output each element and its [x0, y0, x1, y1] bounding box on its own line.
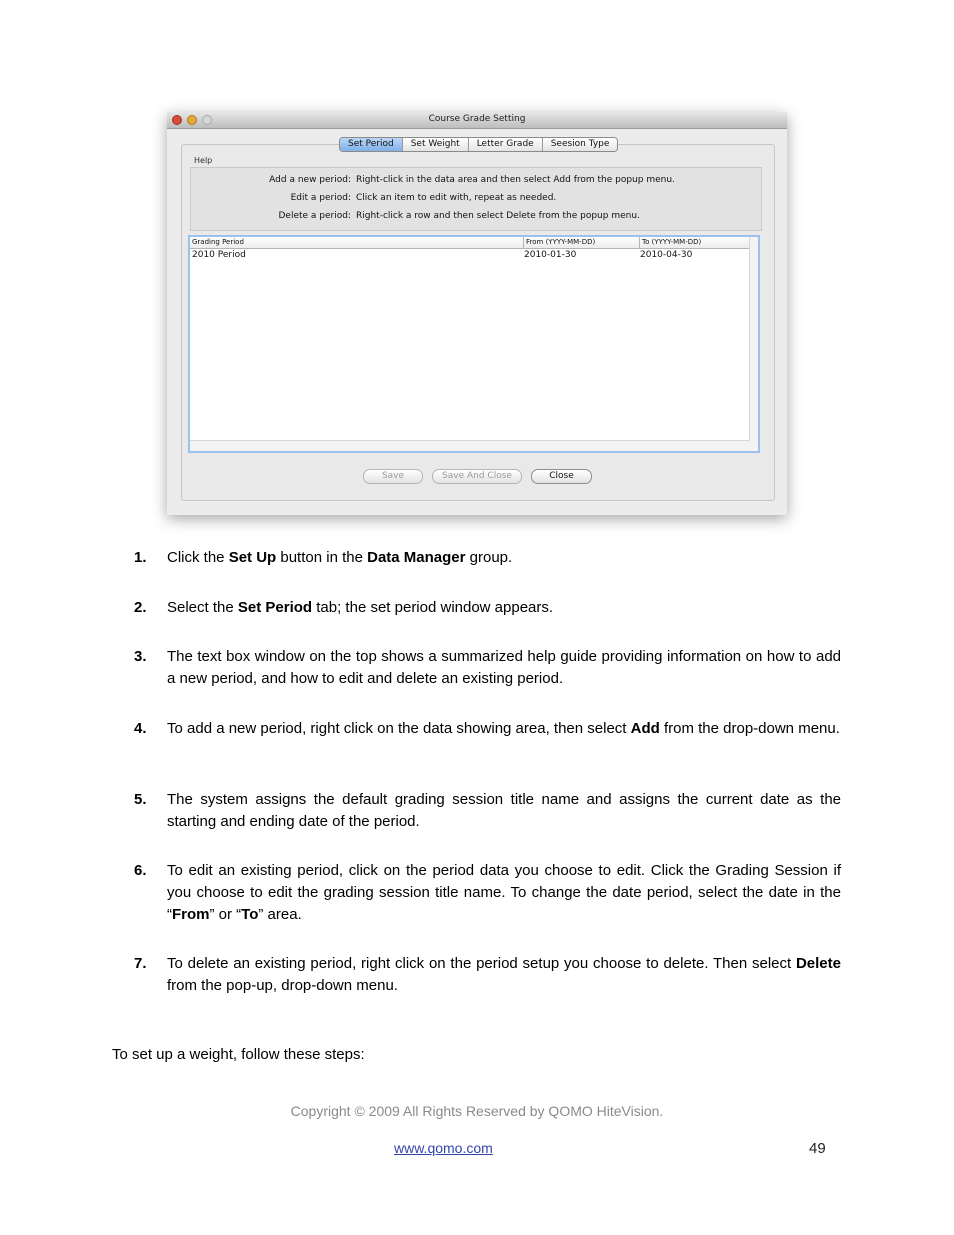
column-header-from[interactable]: From (YYYY-MM-DD) — [523, 237, 639, 248]
save-and-close-button[interactable]: Save And Close — [432, 469, 522, 484]
save-button[interactable]: Save — [363, 469, 423, 484]
help-value: Right-click a row and then select Delete from the popup menu. — [356, 211, 640, 221]
help-label: Help — [194, 156, 213, 165]
help-key: Edit a period: — [290, 193, 351, 203]
step-number: 6. — [134, 862, 147, 879]
step-text: To add a new period, right click on the data showing area, then select Add from the drop-down menu. — [167, 720, 840, 737]
help-key: Delete a period: — [278, 211, 351, 221]
period-table[interactable] — [188, 235, 760, 453]
help-value: Right-click in the data area and then select Add from the popup menu. — [356, 175, 675, 185]
course-grade-setting-window — [167, 112, 787, 515]
cell-to-date[interactable]: 2010-04-30 — [640, 250, 693, 260]
help-value: Click an item to edit with, repeat as needed. — [356, 193, 557, 203]
table-header — [190, 237, 750, 249]
step-number: 5. — [134, 791, 147, 808]
tab-letter-grade[interactable]: Letter Grade — [469, 138, 543, 151]
tab-set-weight[interactable]: Set Weight — [403, 138, 469, 151]
window-titlebar[interactable] — [167, 112, 787, 129]
step-number: 4. — [134, 720, 147, 737]
tab-set-period[interactable]: Set Period — [340, 138, 403, 151]
step-text: The text box window on the top shows a summarized help guide providing information on how to add a new period, and how to edit and delete an existing period. — [167, 648, 841, 687]
step-number: 2. — [134, 599, 147, 616]
tab-bar — [339, 137, 618, 152]
help-box — [190, 167, 762, 231]
horizontal-scrollbar[interactable] — [190, 440, 750, 451]
step-text: To edit an existing period, click on the period data you choose to edit. Click the Grading Session if you choose to edit the grading session title name. To change the date period, select the date in the “From” or “To” area. — [167, 862, 841, 923]
step-number: 1. — [134, 549, 147, 566]
step-text: The system assigns the default grading session title name and assigns the current date as the starting and ending date of the period. — [167, 791, 841, 830]
step-text: Select the Set Period tab; the set period window appears. — [167, 599, 554, 616]
page-number: 49 — [809, 1140, 826, 1157]
step-number: 3. — [134, 648, 147, 665]
window-title: Course Grade Setting — [428, 114, 526, 124]
tab-session-type[interactable]: Seesion Type — [543, 138, 618, 151]
column-header-grading-period[interactable]: Grading Period — [192, 238, 244, 246]
intro-paragraph: To set up a weight, follow these steps: — [112, 1046, 365, 1063]
close-button[interactable]: Close — [531, 469, 592, 484]
step-text: To delete an existing period, right click on the period setup you choose to delete. Then select Delete from the pop-up, drop-down menu. — [167, 955, 841, 994]
column-header-to[interactable]: To (YYYY-MM-DD) — [639, 237, 750, 248]
vertical-scrollbar[interactable] — [749, 237, 758, 451]
step-text: Click the Set Up button in the Data Manager group. — [167, 549, 513, 566]
copyright-text: Copyright © 2009 All Rights Reserved by QOMO HiteVision. — [290, 1103, 664, 1119]
cell-from-date[interactable]: 2010-01-30 — [524, 250, 577, 260]
help-key: Add a new period: — [269, 175, 351, 185]
cell-grading-period[interactable]: 2010 Period — [192, 250, 246, 260]
website-link[interactable]: www.qomo.com — [394, 1140, 493, 1156]
step-number: 7. — [134, 955, 147, 972]
